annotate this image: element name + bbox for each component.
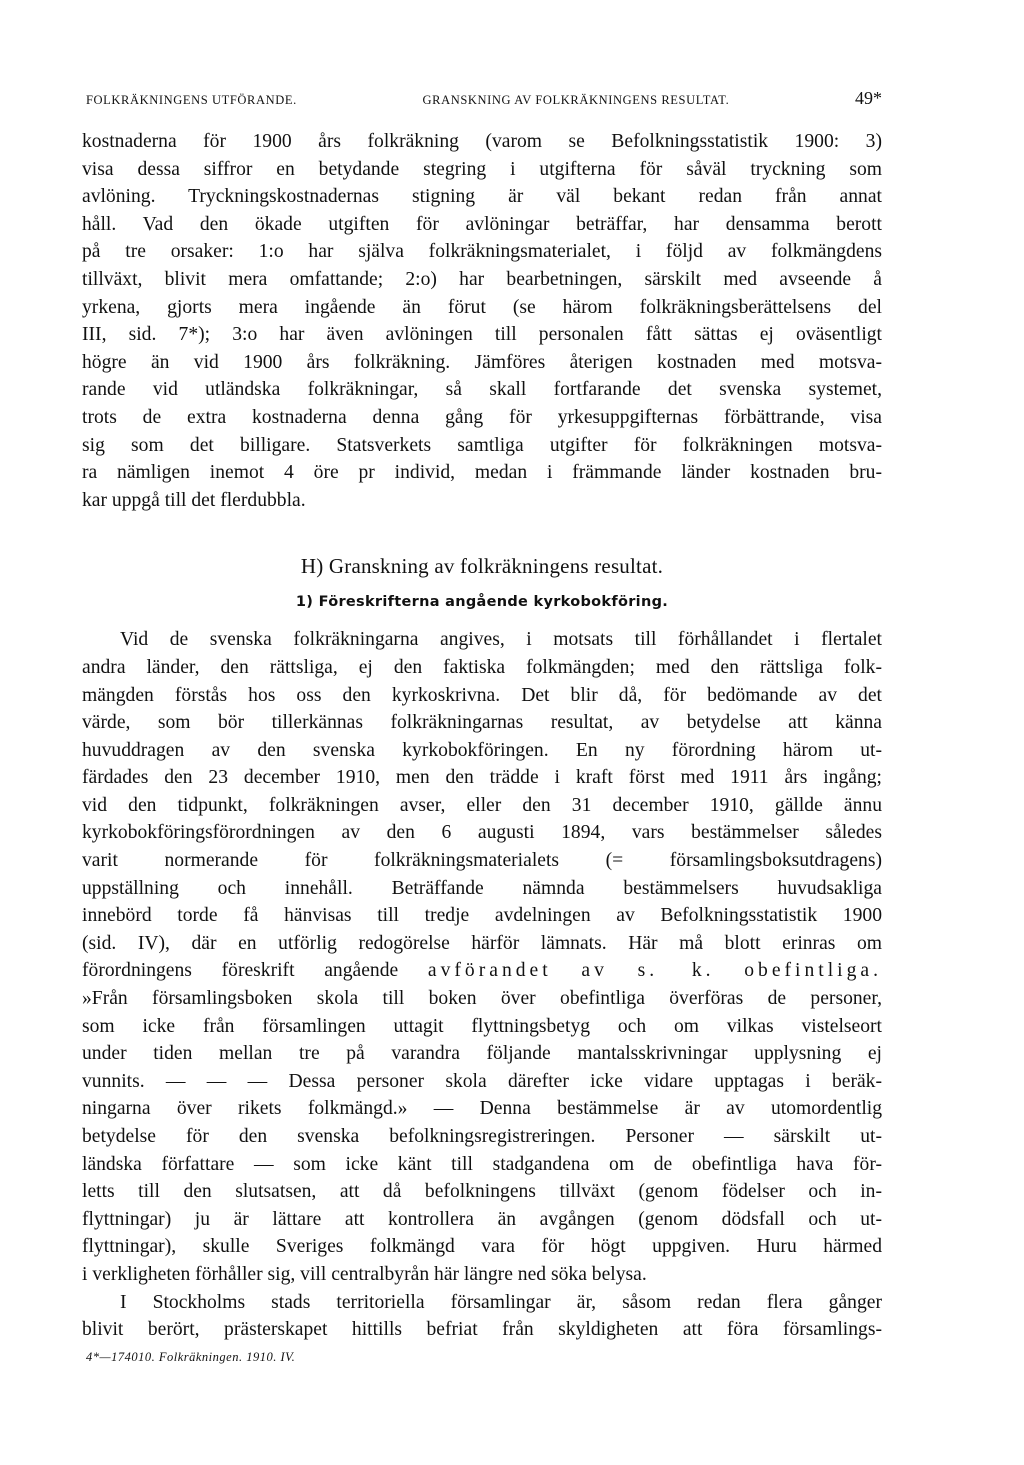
text-line: högre än vid 1900 års folkräkning. Jämföres återigen kostnaden med motsva- — [82, 351, 882, 373]
text-line: andra länder, den rättsliga, ej den faktiska folkmängden; med den rättsliga folk- — [82, 656, 882, 678]
text-line: kyrkobokföringsförordningen av den 6 augusti 1894, vars bestämmelser således — [82, 822, 882, 844]
text-line: vid den tidpunkt, folkräkningen avser, eller den 31 december 1910, gällde ännu — [82, 794, 882, 816]
text-line: kostnaderna för 1900 års folkräkning (varom se Befolkningsstatistik 1900: 3) — [82, 131, 882, 152]
text-line: (sid. IV), där en utförlig redogörelse härför lämnats. Här må blott erinras om — [82, 932, 882, 954]
text-line: huvuddragen av den svenska kyrkobokföringen. En ny förordning härom ut- — [82, 739, 882, 761]
text-line: färdades den 23 december 1910, men den trädde i kraft först med 1911 års ingång; — [82, 767, 882, 789]
text-line: varit normerande för folkräkningsmaterialets (= församlingsboksutdragens) — [82, 850, 882, 872]
text-line: under tiden mellan tre på varandra följande mantalsskrivningar upplysning ej — [82, 1043, 882, 1065]
text-line: mängden förstås hos oss den kyrkoskrivna. Det blir då, för bedömande av det — [82, 684, 882, 706]
text-line: värde, som bör tillerkännas folkräkningarnas resultat, av betydelse att känna — [82, 712, 882, 734]
page-number: 49* — [854, 88, 882, 108]
text-line: på tre orsaker: 1:o har själva folkräkningsmaterialet, i följd av folkmängdens — [82, 241, 882, 263]
text-line: letts till den slutsatsen, att då befolkningens tillväxt (genom födelser och in- — [82, 1181, 882, 1203]
emphasized-text: avförandet — [427, 960, 552, 982]
text-line: ra nämligen inemot 4 öre pr individ, medan i främmande länder kostnaden bru- — [82, 462, 882, 484]
text-line: yrkena, gjorts mera ingående än förut (se härom folkräkningsberättelsens del — [82, 296, 882, 318]
text-line: tillväxt, blivit mera omfattande; 2:o) har bearbetningen, särskilt med avseende å — [82, 268, 882, 290]
text-line-spaced — [82, 957, 882, 985]
text-line: visa dessa siffror en betydande stegring i utgifterna för såväl tryckning som — [82, 158, 882, 180]
running-header — [86, 88, 882, 114]
subsection-title: 1) Föreskrifterna angående kyrkobokföring. — [295, 594, 669, 611]
text-line: ländska författare — som icke känt till stadgandena om de obefintliga hava för- — [82, 1153, 882, 1175]
text-line: trots de extra kostnaderna denna gång för yrkesuppgifternas förbättrande, visa — [82, 406, 882, 428]
paragraph-stockholm — [82, 1289, 882, 1344]
text-line: som icke från församlingen uttagit flyttningsbetyg och om vilkas vistelseort — [82, 1015, 882, 1037]
section-title: H) Granskning av folkräkningens resultat. — [300, 554, 664, 579]
text-line: flyttningar) ju är lättare att kontrollera än avgången (genom dödsfall och ut- — [82, 1208, 882, 1230]
page-footer: 4*—174010. Folkräkningen. 1910. IV. — [86, 1349, 296, 1364]
text-line: I Stockholms stads territoriella församlingar är, såsom redan flera gånger — [120, 1291, 882, 1313]
header-section: GRANSKNING AV FOLKRÄKNINGENS RESULTAT. — [422, 93, 730, 107]
text-line: III, sid. 7*); 3:o har även avlöningen till personalen fått sättas ej oväsentligt — [82, 324, 882, 346]
emphasized-text: obefintliga. — [744, 960, 882, 982]
text-line: innebörd torde få hänvisas till tredje avdelningen av Befolkningsstatistik 1900 — [82, 905, 882, 927]
header-chapter: FOLKRÄKNINGENS UTFÖRANDE. — [86, 93, 297, 107]
document-page — [82, 88, 882, 1365]
paragraph-cost — [82, 128, 882, 514]
text-line: sig som det billigare. Statsverkets samtliga utgifter för folkräkningen motsva- — [82, 434, 882, 456]
paragraph-church-registration — [82, 626, 882, 1288]
text-line: i verkligheten förhåller sig, vill centralbyrån här längre ned söka belysa. — [82, 1263, 647, 1285]
text-line: håll. Vad den ökade utgiften för avlöningar beträffar, har densamma berott — [82, 213, 882, 235]
emphasized-text: s. k. — [637, 960, 715, 982]
text-line: blivit berört, prästerskapet hittills befriat från skyldigheten att föra församlings- — [82, 1319, 882, 1341]
text-line: rande vid utländska folkräkningar, så skall fortfarande det svenska systemet, — [82, 379, 882, 401]
emphasized-text: av — [581, 960, 608, 982]
text-line: ningarna över rikets folkmängd.» — Denna bestämmelse är av utomordentlig — [82, 1098, 882, 1120]
text-line: uppställning och innehåll. Beträffande nämnda bestämmelsers huvudsakliga — [82, 877, 882, 899]
text-line: flyttningar), skulle Sveriges folkmängd vara för högt uppgiven. Huru härmed — [82, 1236, 882, 1258]
text-line: vunnits. — — — Dessa personer skola därefter icke vidare upptagas i beräk- — [82, 1070, 882, 1092]
text-line: Vid de svenska folkräkningarna angives, i motsats till förhållandet i flertalet — [120, 629, 882, 651]
text-line: avlöning. Tryckningskostnadernas stigning är väl bekant redan från annat — [82, 186, 882, 208]
text-line: kar uppgå till det flerdubbla. — [82, 489, 306, 511]
text-segment: förordningens föreskrift angående — [82, 960, 399, 982]
text-line: »Från församlingsboken skola till boken över obefintliga överföras de personer, — [82, 988, 882, 1010]
text-line: betydelse för den svenska befolkningsregistreringen. Personer — särskilt ut- — [82, 1126, 882, 1147]
